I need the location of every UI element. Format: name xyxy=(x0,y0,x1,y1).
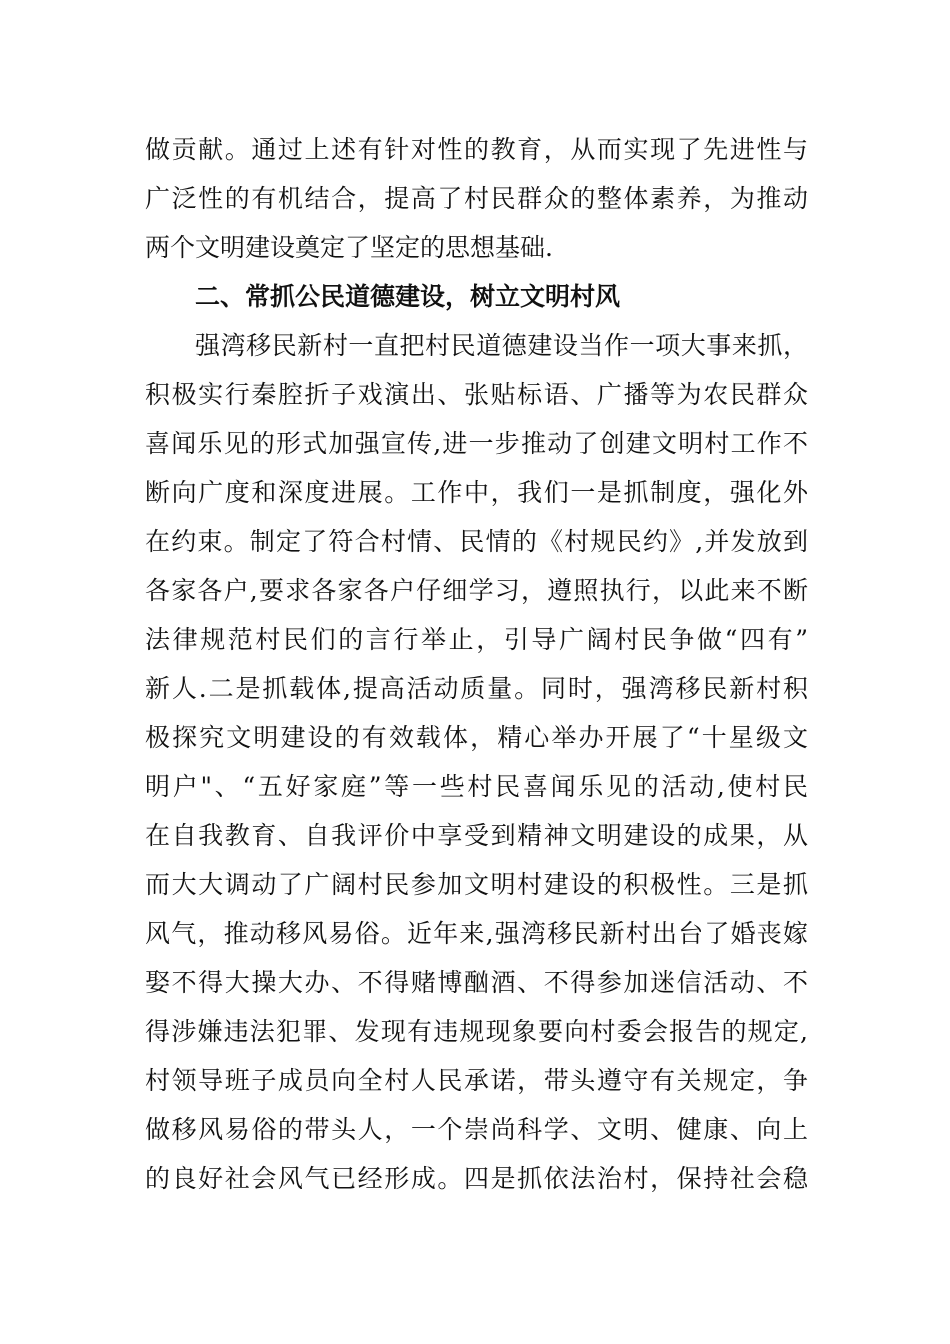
text-line: 做贡献。通过上述有针对性的教育，从而实现了先进性与 xyxy=(145,135,808,164)
paragraph-line: 法律规范村民们的言行举止，引导广阔村民争做“四有” xyxy=(145,625,808,654)
paragraph-line: 明户"、“五好家庭”等一些村民喜闻乐见的活动,使村民 xyxy=(145,772,808,801)
paragraph-line: 村领导班子成员向全村人民承诺，带头遵守有关规定，争 xyxy=(145,1066,808,1095)
paragraph-line: 娶不得大操大办、不得赌博酗酒、不得参加迷信活动、不 xyxy=(145,968,808,997)
text-line: 两个文明建设奠定了坚定的思想基础. xyxy=(145,233,553,262)
paragraph-line: 强湾移民新村一直把村民道德建设当作一项大事来抓， xyxy=(195,331,808,360)
paragraph-line: 的良好社会风气已经形成。四是抓依法治村，保持社会稳 xyxy=(145,1164,808,1193)
paragraph-line: 在自我教育、自我评价中享受到精神文明建设的成果，从 xyxy=(145,821,808,850)
paragraph-line: 各家各户,要求各家各户仔细学习，遵照执行，以此来不断 xyxy=(145,576,808,605)
paragraph-line: 新人.二是抓载体,提高活动质量。同时，强湾移民新村积 xyxy=(145,674,808,703)
paragraph-line: 在约束。制定了符合村情、民情的《村规民约》,并发放到 xyxy=(145,527,808,556)
paragraph-line: 喜闻乐见的形式加强宣传,进一步推动了创建文明村工作不 xyxy=(145,429,808,458)
paragraph-line: 断向广度和深度进展。工作中，我们一是抓制度，强化外 xyxy=(145,478,808,507)
paragraph-line: 风气，推动移风易俗。近年来,强湾移民新村出台了婚丧嫁 xyxy=(145,919,808,948)
text-line: 广泛性的有机结合，提高了村民群众的整体素养，为推动 xyxy=(145,184,808,213)
paragraph-line: 得涉嫌违法犯罪、发现有违规现象要向村委会报告的规定, xyxy=(145,1017,808,1046)
paragraph-line: 积极实行秦腔折子戏演出、张贴标语、广播等为农民群众 xyxy=(145,380,808,409)
paragraph-line: 做移风易俗的带头人，一个崇尚科学、文明、健康、向上 xyxy=(145,1115,808,1144)
section-heading: 二、常抓公民道德建设，树立文明村风 xyxy=(195,282,621,311)
paragraph-line: 极探究文明建设的有效载体，精心举办开展了“十星级文 xyxy=(145,723,808,752)
paragraph-line: 而大大调动了广阔村民参加文明村建设的积极性。三是抓 xyxy=(145,870,808,899)
